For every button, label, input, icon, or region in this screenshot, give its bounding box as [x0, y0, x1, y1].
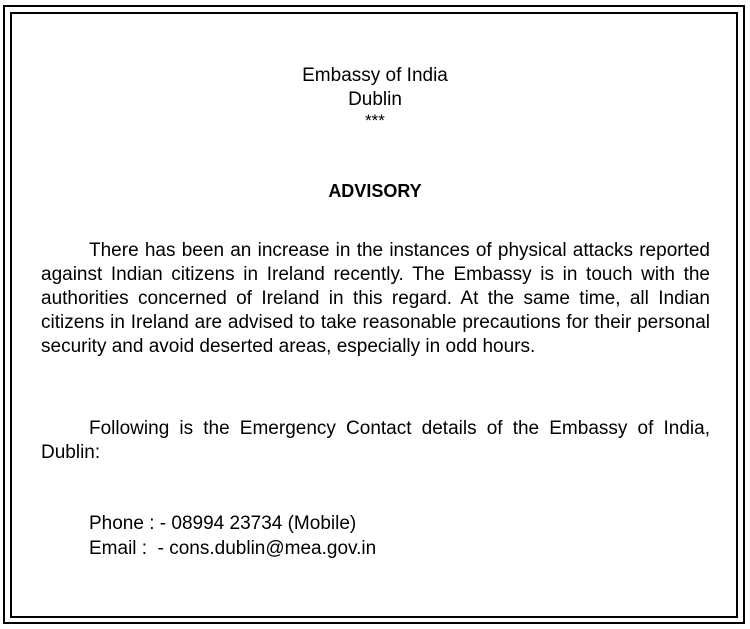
contact-email: Email : - cons.dublin@mea.gov.in — [89, 538, 377, 559]
advisory-paragraph-2: Following is the Emergency Contact details of the Embassy of India, Dublin: — [41, 418, 710, 463]
advisory-paragraph-1: There has been an increase in the instances of physical attacks reported against Indian citizens in Ireland recently. The Embassy is in touch with the authorities concerned of Ireland in this regard. At the same time, all Indian citizens in Ireland are advised to take reasonable precautions for their personal security and avoid deserted areas, especially in odd hours. — [41, 240, 710, 357]
header-separator: *** — [365, 111, 385, 130]
contact-phone: Phone : - 08994 23734 (Mobile) — [89, 513, 357, 534]
embassy-city: Dublin — [348, 89, 402, 110]
advisory-title: ADVISORY — [328, 181, 422, 201]
embassy-name: Embassy of India — [302, 65, 448, 86]
